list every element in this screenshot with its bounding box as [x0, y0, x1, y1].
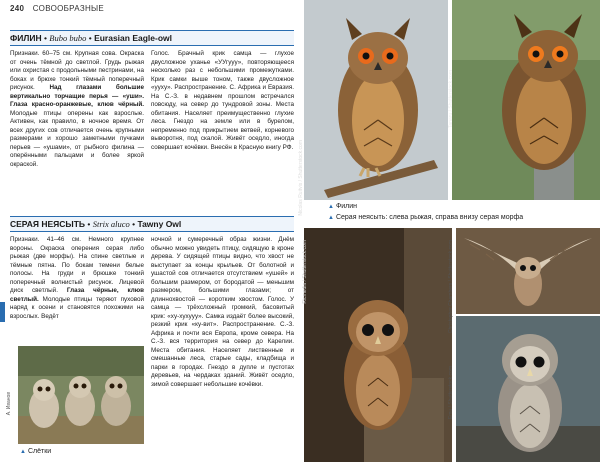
- triangle-marker-icon: ▲: [328, 215, 334, 221]
- species2-column-2: [151, 236, 294, 458]
- tawny-owl-photo-rufous: [304, 228, 452, 462]
- chicks-caption-text: Слётки: [27, 448, 52, 455]
- photo-credit: Emu / Shutterstock.com: [448, 366, 454, 420]
- species1-text-1: Признаки. 60–75 см. Крупная сова. Окраска от очень тёмной до светлой. Грудь рыжая или охристая с продольными пестринами, на боках и брюхе тонкий тёмный поперечный рисунок.: [10, 50, 144, 91]
- tawny-owl-photo-grey: [456, 316, 600, 462]
- tawny-owl-caption-text: Серая неясыть: слева рыжая, справа внизу серая морфа: [335, 214, 524, 221]
- chicks-illustration: [18, 346, 144, 444]
- species2-key-features: Глаза чёрные, клюв светлый.: [10, 287, 144, 303]
- photo-credit: Tanaru / Shutterstock.com: [448, 70, 454, 129]
- species-name-en: Eurasian Eagle-owl: [94, 33, 173, 43]
- right-page: [300, 0, 600, 462]
- tawny-owl-illustration-3: [456, 316, 600, 462]
- eagle-owl-photo-1: [304, 0, 448, 200]
- species2-text-1: Признаки. 41–46 см. Немного крупнее вороны. Окраска оперения серая либо рыжая (две морфы). На спине светлые и тёмные пятна. По бокам темени белые полосы. На груди и брюшке тонкий поперечный волнистый рисунок. Лицевой диск светлый.: [10, 236, 144, 294]
- tawny-owl-photo-flying: [456, 228, 600, 314]
- species-heading-tawny-owl: СЕРАЯ НЕЯСЫТЬ • Strix aluco • Tawny Owl: [10, 216, 294, 232]
- eagle-owl-illustration-1: [304, 0, 448, 200]
- species1-column-1: [10, 50, 144, 210]
- species-name-ru: ФИЛИН: [10, 33, 42, 43]
- species-name-lat: Strix aluco: [92, 219, 130, 229]
- page-number: 240: [10, 4, 25, 13]
- species2-column-1: [10, 236, 144, 342]
- chicks-caption: [20, 448, 51, 455]
- triangle-marker-icon: ▲: [328, 204, 334, 210]
- chicks-photo: [18, 346, 144, 444]
- species1-key-features: Над глазами большие вертикально торчащие перья — «уши». Глаза красно-оранжевые, клюв чёрный.: [10, 84, 144, 108]
- running-head: [10, 4, 104, 13]
- species-name-lat: Bubo bubo: [49, 33, 87, 43]
- species-name-ru: СЕРАЯ НЕЯСЫТЬ: [10, 219, 86, 229]
- species-name-en: Tawny Owl: [137, 219, 182, 229]
- species1-text-2: Молодые птицы оперены как взрослые. Активен, как правило, в ночное время. От всех других сов отличается очень крупными размерами и хорошо заметными пучками перьев — «ушами», от рыбного филина — оперёнными пальцами и более яркой окраской.: [10, 109, 144, 168]
- eagle-owl-caption: [328, 203, 357, 210]
- species-heading-eagle-owl: ФИЛИН • Bubo bubo • Eurasian Eagle-owl: [10, 30, 294, 46]
- section-title: СОВООБРАЗНЫЕ: [32, 4, 105, 13]
- photo-credit: А. Иванов: [6, 392, 12, 416]
- photo-credit: Nicolas Ruitvis / Shutterstock.com: [298, 140, 304, 216]
- species1-text-3: Голос. Брачный крик самца — глухое двусложное уханье «УУгууу», повторяющееся несколько раз с небольшими промежутками. Крик самки выше тоном, также двусложное «ууху». Распространение. С. Африка и Евразия. На С.-З. в недавнем прошлом встречался повсюду, на север до тундровой зоны. Места обитания. Населяет преимущественно глухие леса. Гнездо на земле или в бурелом, непременно под прикрытием ветвей, корневого выворотня, под скалой. Живёт оседло, иногда совершает кочёвки. Внесён в Красную книгу РФ.: [151, 50, 294, 151]
- triangle-marker-icon: ▲: [20, 449, 26, 455]
- tawny-owl-illustration-2: [456, 228, 600, 314]
- eagle-owl-caption-text: Филин: [335, 203, 358, 210]
- species2-text-2: Молодые птицы теряют пуховой наряд к осени и становятся похожими на взрослых. Ведёт: [10, 295, 144, 320]
- tawny-owl-illustration-1: [304, 228, 452, 462]
- photo-credit: Christopher Chambers / Shutterstock.com: [448, 240, 454, 334]
- eagle-owl-photo-2: [452, 0, 600, 200]
- photo-credit: Ricmedia / Shutterstock.com: [302, 240, 308, 304]
- species1-column-2: [151, 50, 294, 210]
- section-tab-marker: [0, 302, 5, 322]
- tawny-owl-caption: [328, 214, 523, 221]
- species2-text-3: ночной и сумеречный образ жизни. Днём обычно можно увидеть птицу, сидящую в кроне дерева. У сидящей птицы видно, что хвост не выступает за концы крыльев. От болотной и ушастой сов отличается отсутствием «ушей» и большим размером, от бородатой — меньшим размером, большими глазами; от длиннохвостой — коротким хвостом. Голос. У самца — трёхсложный громкий, басовитый крик: «ху-хухууу». Самка издаёт более высокий, резкий крик «ку-вит». Распространение. С.-З. Африка и почти вся Европа, кроме севера. На С.-З. вся территория на север до Карелии. Места обитания. Населяет лиственные и смешанные леса, старые сады, кладбища и парки в городах. Гнездо в дупле и пустотах деревьев, на чердаках зданий. Живёт оседло, зимой совершает небольшие кочёвки.: [151, 236, 294, 388]
- eagle-owl-illustration-2: [452, 0, 600, 200]
